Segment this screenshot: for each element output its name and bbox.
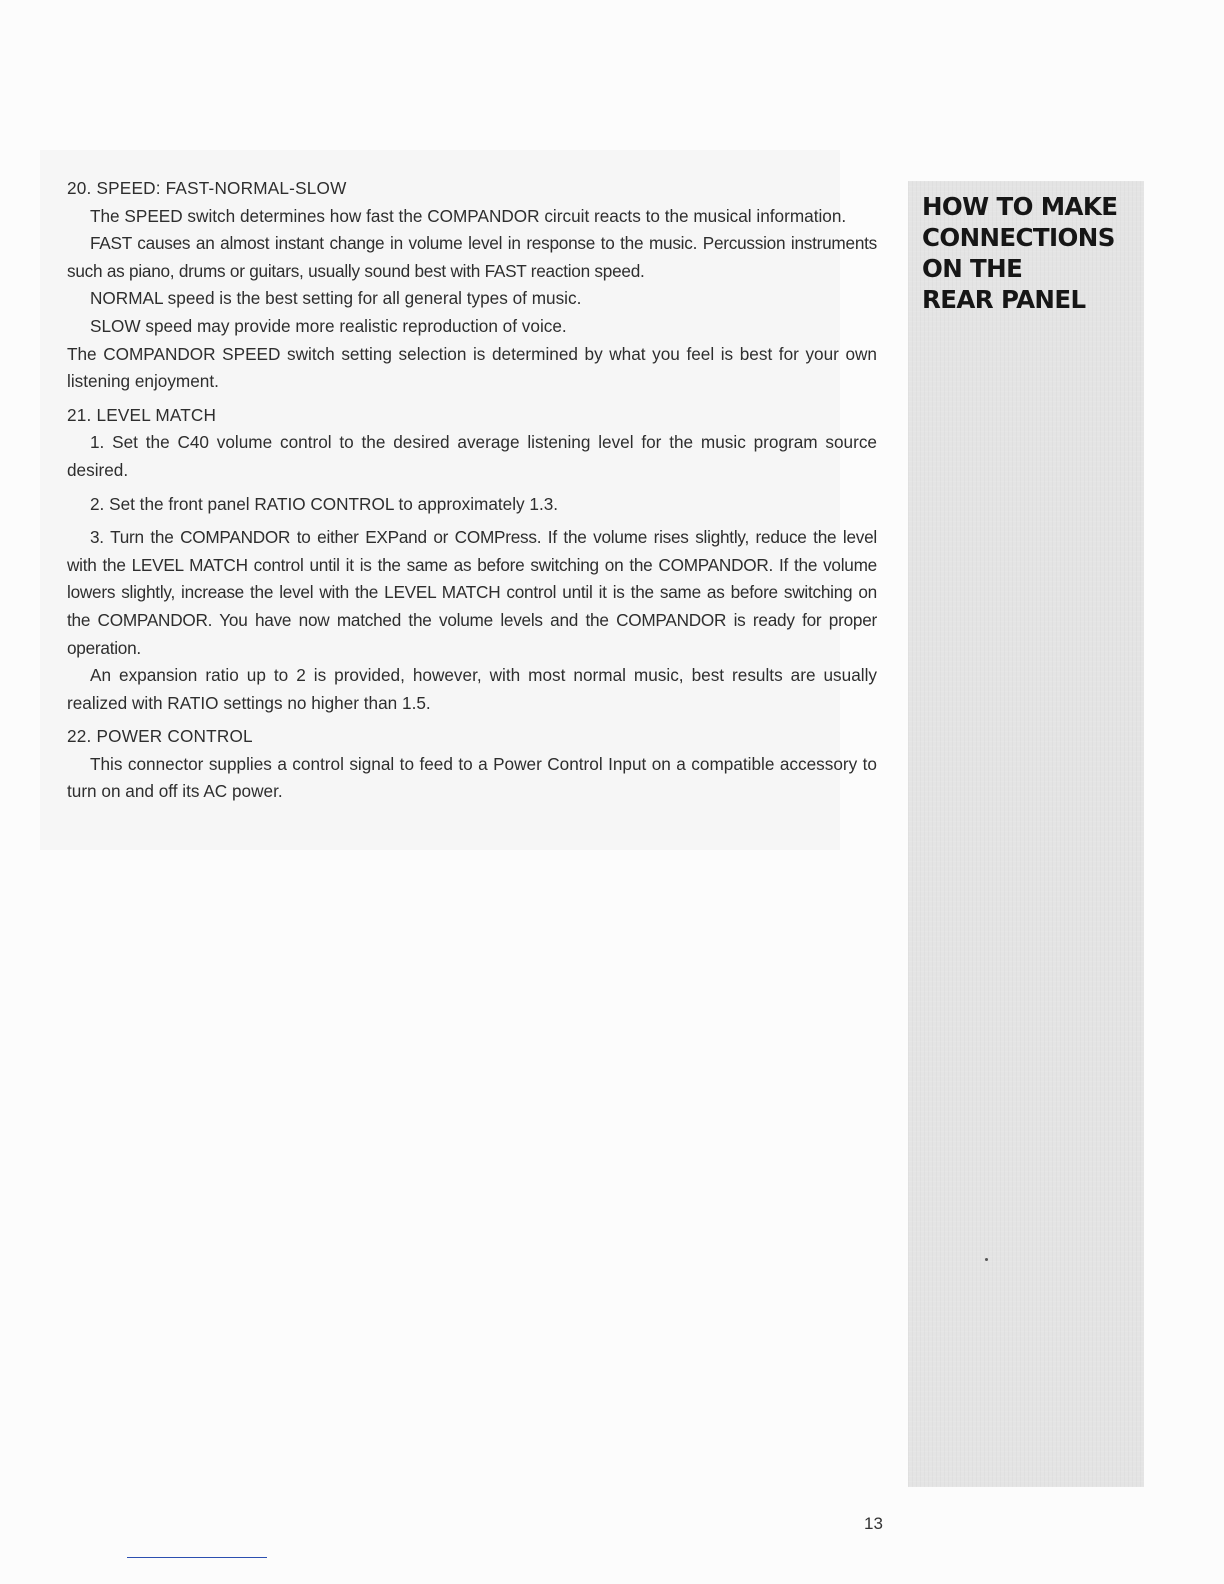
- main-text-column: [67, 175, 877, 806]
- level-match-step: 2. Set the front panel RATIO CONTROL to approximately 1.3.: [90, 493, 559, 514]
- power-control-paragraph: This connector supplies a control signal to feed to a Power Control Input on a compatible accessory to turn on and off its AC power.: [67, 753, 877, 802]
- level-match-step: 1. Set the C40 volume control to the desired average listening level for the music program source desired.: [67, 432, 877, 480]
- speed-paragraph: The COMPANDOR SPEED switch setting selection is determined by what you feel is best for your own listening enjoyment.: [67, 343, 877, 392]
- speed-paragraph: The SPEED switch determines how fast the COMPANDOR circuit reacts to the musical information.: [90, 205, 847, 226]
- speed-paragraph: SLOW speed may provide more realistic reproduction of voice.: [90, 315, 567, 336]
- speed-paragraph: FAST causes an almost instant change in volume level in response to the music. Percussion instruments such as piano, drums or guitars, usually sound best with FAST reaction speed.: [67, 233, 877, 281]
- scan-speck: [985, 1258, 988, 1261]
- page-number: 13: [864, 1514, 883, 1533]
- sidebar-title-line: ON THE: [922, 254, 1023, 283]
- speed-paragraph: NORMAL speed is the best setting for all general types of music.: [90, 288, 582, 309]
- footer-rule: [127, 1557, 267, 1558]
- level-match-paragraph: An expansion ratio up to 2 is provided, however, with most normal music, best results are usually realized with RATIO settings no higher than 1.5.: [67, 665, 877, 713]
- section-heading-speed: 20. SPEED: FAST-NORMAL-SLOW: [67, 178, 347, 198]
- sidebar-title-line: REAR PANEL: [922, 285, 1086, 314]
- sidebar-title-line: CONNECTIONS: [922, 223, 1115, 252]
- sidebar-panel: [908, 181, 1144, 1487]
- sidebar-title: [922, 191, 1117, 315]
- sidebar-title-line: HOW TO MAKE: [922, 192, 1118, 221]
- section-heading-level-match: 21. LEVEL MATCH: [67, 404, 217, 425]
- level-match-step: 3. Turn the COMPANDOR to either EXPand or COMPress. If the volume rises slightly, reduce the level with the LEVEL MATCH control until it is the same as before switching on the COMPANDOR. If the volume lowers slightly, increase the level with the LEVEL MATCH control until it is the same as before switching on the COMPANDOR. You have now matched the volume levels and the COMPANDOR is ready for proper operation.: [67, 527, 877, 658]
- section-heading-power-control: 22. POWER CONTROL: [67, 726, 253, 747]
